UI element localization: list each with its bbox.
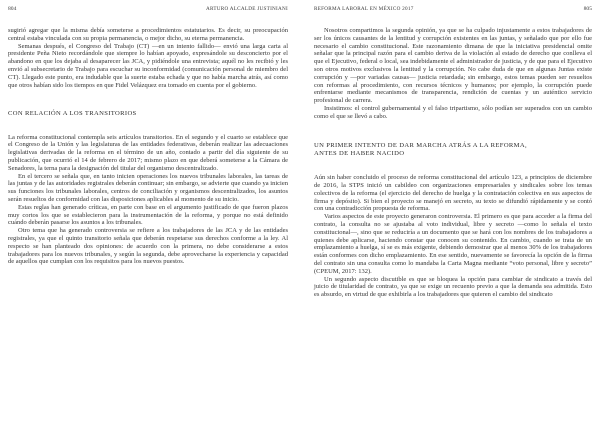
paragraph: sugirió agregar que la misma debía someterse a procedimientos estatutarios. Es decir, su preocupación central estaba vinculada con su propia permanencia, o mejor dicho, su eterna permanencia. <box>8 27 288 42</box>
right-section-text <box>314 174 592 299</box>
right-page-number: 805 <box>583 6 592 12</box>
paragraph: Estas reglas han generado críticas, en parte con base en el argumento justificado de que fueron plazos muy cortos los que se establecieron para la instrumentación de la reforma, y porque no está definido cuándo deberán pasarse los asuntos a los tribunales. <box>8 203 288 227</box>
left-page-number: 804 <box>8 6 17 12</box>
left-running-head <box>8 6 288 12</box>
right-section-heading <box>314 142 592 159</box>
paragraph: En el tercero se señala que, en tanto inicien operaciones los nuevos tribunales laborales, las tareas de las juntas y de las autoridades registrales deberán continuar; sin embargo, se advierte que cuando ya inicien sus funciones los tribunales laborales, centros de conciliación y organismos descentralizados, los asuntos serán resueltos de conformidad con las disposiciones aplicables al momento de su inicio. <box>8 172 288 204</box>
left-section-heading: CON RELACIÓN A LOS TRANSITORIOS <box>8 110 137 118</box>
paragraph: Semanas después, el Congreso del Trabajo (CT) —en un intento fallido— envió una larga carta al presidente Peña Nieto recordándole que siempre lo habían apoyado, expresándole su desconcierto por el abandono en que los dejaba al desaparecer las JCA, y pidiéndole una entrevista; aquél no les recibió y les envió al subsecretario de Trabajo para escuchar su inconformidad (comunicación personal de miembro del CT). Llegado este punto, era indudable que la suerte estaba echada y que no había marcha atrás, así como que otros habían sido los tiempos en que Fidel Velázquez era tomado en cuenta por el gobierno. <box>8 42 288 89</box>
right-running-title: REFORMA LABORAL EN MÉXICO 2017 <box>314 6 414 12</box>
paragraph: Nosotros compartimos la segunda opinión, ya que se ha culpado injustamente a estos trabajadores de ser los únicos causantes de la lentitud y corrupción existentes en las juntas, y señalado que por ello fue necesario el cambio constitucional. Este razonamiento dimana de que la iniciativa presidencial omite señalar que la principal razón para el cambio deriva de la violación al estado de derecho que conlleva el que el Ejecutivo, federal o local, sea indebidamente el administrador de justicia, y de que para el Ejecutivo son otros motivos exclusivos la lentitud y la corrupción. No cabe duda de que en algunas Juntas existe corrupción y —por variadas causas— justicia retardada; sin embargo, estos temas pueden ser resueltos con reformas al procedimiento, con recursos técnicos y humanos; por ejemplo, la corrupción puede enfrentarse mediante mecanismos de transparencia, rendición de cuentas y un auténtico servicio profesional de carrera. <box>314 27 592 105</box>
right-page <box>300 0 600 431</box>
paragraph: Varios aspectos de este proyecto generaron controversia. El primero es que para acceder a la firma del contrato, la consulta no se ajustaba al voto individual, libre y secreto —como lo señala el texto constitucional—, sino que se reduciría a un documento que se hará con los nombres de los trabajadores a quienes debe aplicarse, haciendo constar que conocen su contenido. En cambio, cuando se trata de un emplazamiento a huelga, sí se es más exigente, debiendo demostrar que al menos 30% de los trabajadores están conformes con dicho emplazamiento. En ese sentido, nuevamente se favorecía la opción de la firma del contrato sin una consulta como lo mandaba la Carta Magna mediante “voto personal, libre y secreto” (CPEUM, 2017: 132). <box>314 213 592 275</box>
left-running-title: ARTURO ALCALDE JUSTINIANI <box>205 6 288 12</box>
paragraph: Otro tema que ha generado controversia se refiere a los trabajadores de las JCA y de las entidades registrales, ya que el quinto transitorio señala que deberán respetarse sus derechos conforme a la ley. Al respecto se han planteado dos opiniones: de acuerdo con la primera, no debe considerarse a estos trabajadores para los nuevos tribunales, y según la segunda, debe aprovecharse la experiencia y capacidad de aquellos que cumplan con los requisitos para los nuevos puestos. <box>8 227 288 266</box>
left-opening-text <box>8 27 288 89</box>
paragraph: Aún sin haber concluido el proceso de reforma constitucional del artículo 123, a principios de diciembre de 2016, la STPS inició un cabildeo con organizaciones empresariales y sindicales sobre los temas colectivos de la reforma (el ejercicio del derecho de huelga y la contratación colectiva en sus aspectos de firma y depósito). Si bien el proyecto se manejó en secreto, su texto se difundió rápidamente y se contó con una contradicción propuesta de reforma. <box>314 174 592 213</box>
right-opening-text <box>314 27 592 121</box>
left-section-text <box>8 134 288 267</box>
right-running-head <box>314 6 592 12</box>
paragraph: La reforma constitucional contempla seis artículos transitorios. En el segundo y el cuarto se establece que el Congreso de la Unión y las legislaturas de las entidades federativas, deberán realizar las adecuaciones legislativas derivadas de la reforma en el término de un año, contado a partir del día siguiente de su publicación, que ocurrió el 14 de febrero de 2017; mismo plazo en que deberá someterse a la Cámara de Senadores, la terna para la designación del titular del organismo descentralizado. <box>8 133 288 172</box>
paragraph: Un segundo aspecto discutible es que se bloquea la opción para cambiar de sindicato a través del juicio de titularidad de contrato, ya que se exige un recuento previo a que la demanda sea admitida. Esto es absurdo, en virtud de que exhibirla a los trabajadores que quieren el cambio del sindicato <box>314 275 592 299</box>
right-section-heading-line1: UN PRIMER INTENTO DE DAR MARCHA ATRÁS A LA REFORMA, <box>314 141 528 149</box>
paragraph: Insistimos: el control gubernamental y el falso tripartismo, sólo podían ser superados con un cambio como el que se llevó a cabo. <box>314 104 592 120</box>
right-section-heading-line2: ANTES DE HABER NACIDO <box>314 149 405 157</box>
